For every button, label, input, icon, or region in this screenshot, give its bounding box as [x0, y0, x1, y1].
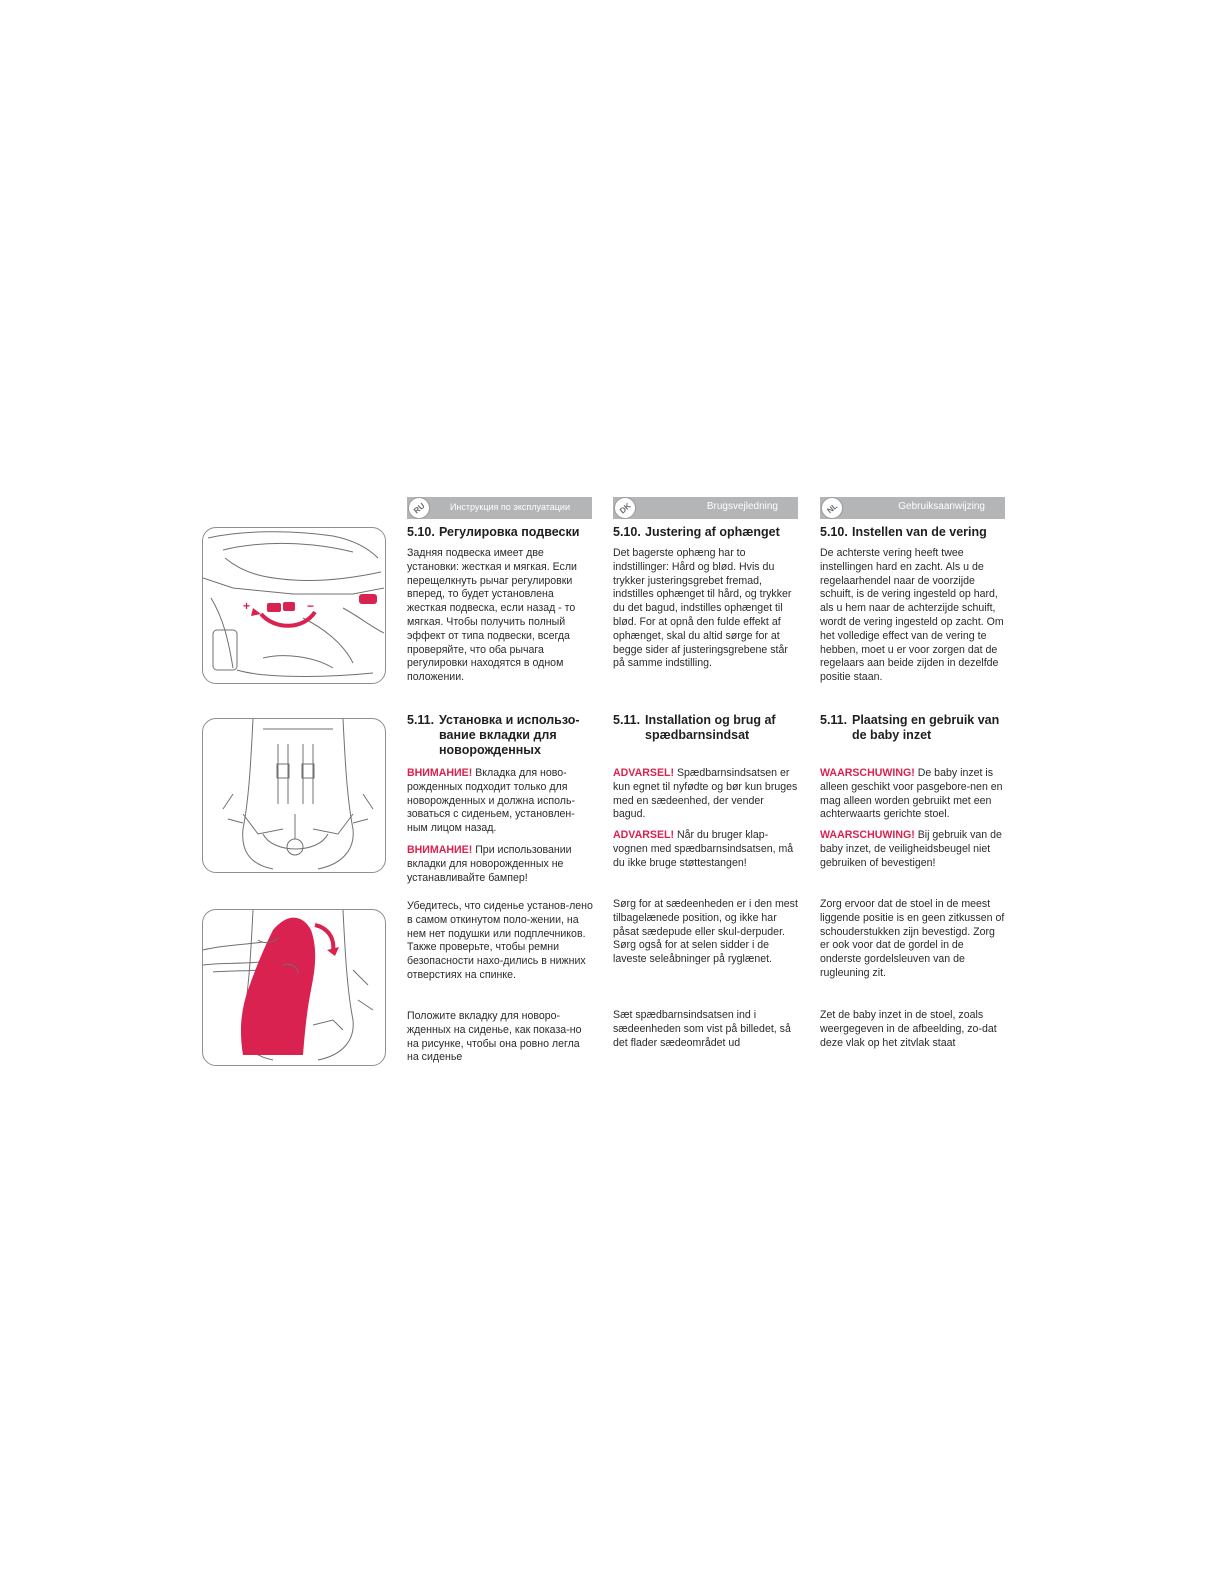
warning-1-dk: ADVARSEL! Spædbarnsindsatsen er kun egnet til nyfødte og bør kun bruges med en sædeenhed, der vender bagud.	[613, 767, 798, 821]
lang-title-dk: Brugsvejledning	[706, 501, 778, 512]
section-511-title-dk: 5.11. Installation og brug af spædbarnsindsat	[613, 713, 776, 742]
minus-sign: −	[307, 599, 315, 613]
plus-sign: +	[243, 599, 251, 613]
section-510-body-dk: Det bagerste ophæng har to indstillinger: Hård og blød. Hvis du trykker justeringsgrebet fremad, indstilles ophænget til hård, og trykker du det bagud, indstilles ophænget til blød. For at opnå den fulde effekt af ophænget, skal du altid sørge for at begge sider af justeringsgrebene står på samme indstilling.	[613, 547, 792, 670]
seat-harness-illustration	[202, 718, 386, 873]
warning-1-nl: WAARSCHUWING! De baby inzet is alleen geschikt voor pasgebore-nen en mag alleen worden gebruikt met een achterwaarts gerichte stoel.	[820, 767, 1003, 821]
column-dk	[613, 497, 798, 1049]
paragraph-3-ru: Убедитесь, что сиденье установ-лено в самом откинутом поло-жении, на нем нет подушки или подплечников. Также проверьте, чтобы ремни безопасности нахо-дились в нижних отверстиях на спинке.	[407, 900, 593, 981]
warning-2-ru: ВНИМАНИЕ! При использовании вкладки для новорожденных не устанавливайте бампер!	[407, 844, 572, 884]
lang-title-nl: Gebruiksaanwijzing	[898, 501, 985, 512]
section-510-title-dk: 5.10. Justering af ophænget	[613, 525, 780, 539]
paragraph-3-nl: Zorg ervoor dat de stoel in de meest liggende positie is en geen zitkussen of schouderstukken zijn bevestigd. Zorg er ook voor dat de gordel in de onderste gordelsleuven van de rugleuning zit.	[820, 898, 1005, 979]
lang-header-dk	[613, 497, 798, 519]
column-ru	[407, 497, 593, 1064]
paragraph-4-nl: Zet de baby inzet in de stoel, zoals weergegeven in de afbeelding, zo-dat deze vlak op het zitvlak staat	[820, 1009, 997, 1049]
column-nl	[820, 497, 1005, 1049]
section-511-title-ru: 5.11. Установка и использо-вание вкладки для новорожденных	[407, 713, 580, 757]
lang-badge-dk: DK	[610, 493, 641, 524]
paragraph-4-ru: Положите вкладку для новоро-жденных на сиденье, как показа-но на рисунке, чтобы она ровно легла на сиденье	[407, 1010, 582, 1064]
section-510-title-nl: 5.10. Instellen van de vering	[820, 525, 987, 539]
lang-badge-nl: NL	[817, 493, 848, 524]
paragraph-4-dk: Sæt spædbarnsindsatsen ind i sædeenheden som vist på billedet, så det flader sædeområdet ud	[613, 1009, 791, 1049]
lang-title-ru: Инструкция по эксплуатации	[449, 502, 570, 512]
warning-1-ru: ВНИМАНИЕ! Вкладка для ново-рожденных подходит только для новорожденных и должна исполь-зоваться с сиденьем, установлен-ным лицом назад.	[407, 767, 576, 835]
lang-header-ru	[407, 497, 592, 519]
lang-header-nl	[820, 497, 1005, 519]
section-511-title-nl: 5.11. Plaatsing en gebruik van de baby inzet	[820, 713, 1000, 742]
suspension-illustration	[202, 527, 386, 684]
baby-insert-illustration	[202, 909, 386, 1066]
paragraph-3-dk: Sørg for at sædeenheden er i den mest tilbagelænede position, og ikke har påsat sædepude eller skul-derpuder. Sørg også for at selen sidder i de laveste seleåbninger på ryglænet.	[613, 898, 798, 966]
section-510-body-nl: De achterste vering heeft twee instellingen hard en zacht. Als u de regelaarhendel naar de voorzijde schuift, is de vering ingesteld op hard, als u hem naar de achterzijde schuift, wordt de vering ingesteld op zacht. Om het volledige effect van de vering te hebben, moet u er voor zorgen dat de regelaars aan beide zijden in dezelfde positie staan.	[820, 547, 1004, 684]
section-510-title-ru: 5.10. Регулировка подвески	[407, 525, 580, 539]
lang-badge-ru: RU	[404, 493, 435, 524]
section-510-body-ru: Задняя подвеска имеет две установки: жесткая и мягкая. Если перещелкнуть рычаг регулировки вперед, то будет установлена жесткая подвеска, если назад - то мягкая. Чтобы получить полный эффект от типа подвески, всегда проверяйте, что оба рычага регулировки находятся в одном положении.	[407, 547, 577, 684]
warning-2-dk: ADVARSEL! Når du bruger klap-vognen med spædbarnsindsatsen, må du ikke bruge støttestangen!	[613, 829, 794, 869]
warning-2-nl: WAARSCHUWING! Bij gebruik van de baby inzet, de veiligheidsbeugel niet gebruiken of bevestigen!	[820, 829, 1002, 869]
